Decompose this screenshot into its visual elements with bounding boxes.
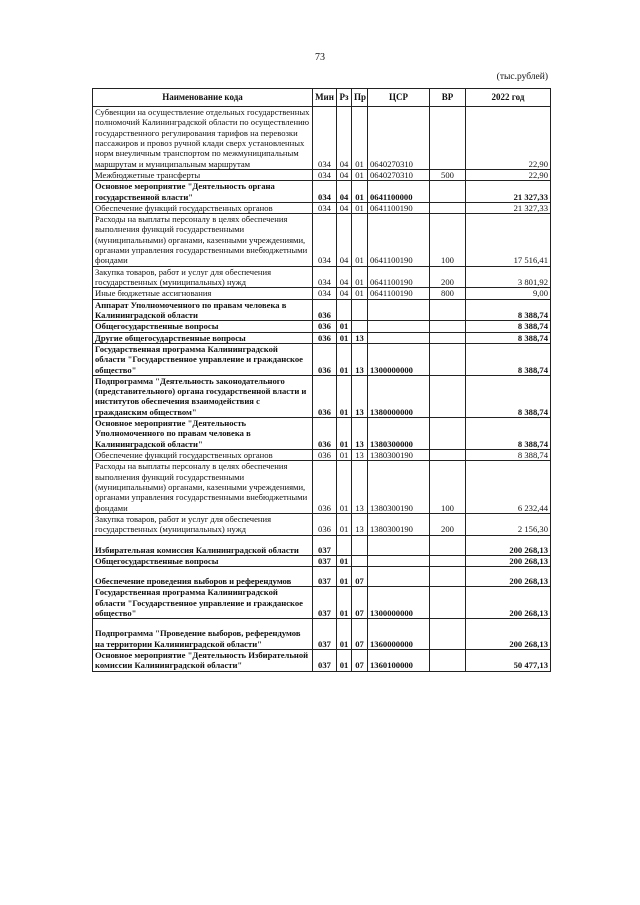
header-year: 2022 год bbox=[466, 89, 551, 107]
table-row bbox=[93, 375, 551, 417]
cell-csr: 0641100190 bbox=[368, 214, 430, 267]
cell-rz bbox=[337, 535, 352, 555]
cell-min: 034 bbox=[313, 288, 337, 299]
cell-vr bbox=[430, 450, 466, 461]
table-row bbox=[93, 461, 551, 514]
cell-rz: 04 bbox=[337, 169, 352, 180]
cell-rz: 01 bbox=[337, 332, 352, 343]
cell-name: Обеспечение функций государственных органов bbox=[93, 450, 313, 461]
cell-vr: 100 bbox=[430, 461, 466, 514]
cell-name: Подпрограмма "Деятельность законодательного (представительного) органа государственной власти и институтов обеспечения взаимодействия с гражданским обществом" bbox=[93, 375, 313, 417]
header-row bbox=[93, 89, 551, 107]
cell-name: Общегосударственные вопросы bbox=[93, 555, 313, 566]
cell-amount: 50 477,13 bbox=[466, 650, 551, 672]
budget-table bbox=[92, 88, 551, 672]
cell-vr bbox=[430, 375, 466, 417]
cell-min: 036 bbox=[313, 375, 337, 417]
cell-min: 037 bbox=[313, 619, 337, 650]
cell-rz: 01 bbox=[337, 418, 352, 450]
table-row bbox=[93, 619, 551, 650]
cell-rz: 01 bbox=[337, 555, 352, 566]
cell-pr bbox=[352, 299, 368, 321]
cell-pr: 13 bbox=[352, 461, 368, 514]
cell-amount: 8 388,74 bbox=[466, 332, 551, 343]
cell-vr bbox=[430, 650, 466, 672]
cell-pr bbox=[352, 535, 368, 555]
cell-amount: 3 801,92 bbox=[466, 266, 551, 288]
cell-amount: 8 388,74 bbox=[466, 418, 551, 450]
header-name: Наименование кода bbox=[93, 89, 313, 107]
cell-name: Расходы на выплаты персоналу в целях обеспечения выполнения функций государственными (муниципальными) органами, казенными учреждениями, органами управления государственными внебюджетными фондами bbox=[93, 214, 313, 267]
table-row bbox=[93, 650, 551, 672]
cell-vr bbox=[430, 321, 466, 332]
cell-vr bbox=[430, 299, 466, 321]
header-vr: ВР bbox=[430, 89, 466, 107]
cell-min: 034 bbox=[313, 214, 337, 267]
cell-min: 036 bbox=[313, 321, 337, 332]
cell-name: Общегосударственные вопросы bbox=[93, 321, 313, 332]
cell-pr: 13 bbox=[352, 513, 368, 535]
cell-csr bbox=[368, 299, 430, 321]
cell-csr: 0640270310 bbox=[368, 169, 430, 180]
cell-min: 036 bbox=[313, 461, 337, 514]
cell-rz: 01 bbox=[337, 650, 352, 672]
cell-vr: 200 bbox=[430, 266, 466, 288]
cell-name: Государственная программа Калининградской области "Государственное управление и гражданское общество" bbox=[93, 343, 313, 375]
cell-rz: 01 bbox=[337, 450, 352, 461]
cell-amount: 22,90 bbox=[466, 107, 551, 170]
cell-min: 034 bbox=[313, 169, 337, 180]
table-row bbox=[93, 321, 551, 332]
table-row bbox=[93, 214, 551, 267]
cell-amount: 200 268,13 bbox=[466, 567, 551, 587]
cell-pr bbox=[352, 321, 368, 332]
cell-pr bbox=[352, 555, 368, 566]
cell-rz bbox=[337, 299, 352, 321]
table-row bbox=[93, 567, 551, 587]
cell-csr bbox=[368, 567, 430, 587]
cell-amount: 200 268,13 bbox=[466, 555, 551, 566]
cell-csr bbox=[368, 321, 430, 332]
cell-amount: 200 268,13 bbox=[466, 535, 551, 555]
cell-min: 037 bbox=[313, 535, 337, 555]
cell-min: 037 bbox=[313, 650, 337, 672]
cell-rz: 04 bbox=[337, 266, 352, 288]
cell-vr bbox=[430, 107, 466, 170]
cell-csr: 0641100000 bbox=[368, 181, 430, 203]
table-row bbox=[93, 418, 551, 450]
cell-amount: 2 156,30 bbox=[466, 513, 551, 535]
cell-min: 036 bbox=[313, 299, 337, 321]
cell-pr: 01 bbox=[352, 202, 368, 213]
cell-rz: 01 bbox=[337, 321, 352, 332]
cell-rz: 04 bbox=[337, 107, 352, 170]
cell-pr: 13 bbox=[352, 418, 368, 450]
cell-amount: 8 388,74 bbox=[466, 343, 551, 375]
table-row bbox=[93, 181, 551, 203]
cell-vr bbox=[430, 535, 466, 555]
cell-rz: 01 bbox=[337, 513, 352, 535]
cell-pr: 13 bbox=[352, 375, 368, 417]
cell-name: Другие общегосударственные вопросы bbox=[93, 332, 313, 343]
cell-min: 036 bbox=[313, 343, 337, 375]
cell-vr: 500 bbox=[430, 169, 466, 180]
cell-amount: 8 388,74 bbox=[466, 321, 551, 332]
cell-name: Государственная программа Калининградской области "Государственное управление и гражданское общество" bbox=[93, 587, 313, 619]
cell-csr: 1360100000 bbox=[368, 650, 430, 672]
cell-amount: 8 388,74 bbox=[466, 375, 551, 417]
cell-csr: 1380300190 bbox=[368, 450, 430, 461]
cell-pr: 07 bbox=[352, 650, 368, 672]
cell-name: Аппарат Уполномоченного по правам человека в Калининградской области bbox=[93, 299, 313, 321]
cell-csr: 0641100190 bbox=[368, 288, 430, 299]
cell-csr bbox=[368, 535, 430, 555]
cell-amount: 200 268,13 bbox=[466, 587, 551, 619]
cell-min: 034 bbox=[313, 181, 337, 203]
table-row bbox=[93, 343, 551, 375]
units-label: (тыс.рублей) bbox=[496, 72, 548, 82]
cell-pr: 01 bbox=[352, 266, 368, 288]
cell-pr: 01 bbox=[352, 181, 368, 203]
cell-pr: 07 bbox=[352, 619, 368, 650]
cell-vr bbox=[430, 619, 466, 650]
cell-amount: 21 327,33 bbox=[466, 181, 551, 203]
cell-csr: 1360000000 bbox=[368, 619, 430, 650]
table-row bbox=[93, 107, 551, 170]
table-row bbox=[93, 299, 551, 321]
header-pr: Пр bbox=[352, 89, 368, 107]
cell-vr bbox=[430, 202, 466, 213]
cell-name: Расходы на выплаты персоналу в целях обеспечения выполнения функций государственными (муниципальными) органами, казенными учреждениями, органами управления государственными внебюджетными фондами bbox=[93, 461, 313, 514]
table-row bbox=[93, 535, 551, 555]
cell-csr: 0641100190 bbox=[368, 266, 430, 288]
cell-min: 034 bbox=[313, 107, 337, 170]
cell-csr bbox=[368, 332, 430, 343]
cell-csr: 1300000000 bbox=[368, 343, 430, 375]
cell-csr: 1380000000 bbox=[368, 375, 430, 417]
cell-name: Обеспечение функций государственных органов bbox=[93, 202, 313, 213]
cell-vr bbox=[430, 567, 466, 587]
cell-name: Основное мероприятие "Деятельность Избирательной комиссии Калининградской области" bbox=[93, 650, 313, 672]
cell-vr bbox=[430, 555, 466, 566]
header-min: Мин bbox=[313, 89, 337, 107]
cell-min: 036 bbox=[313, 418, 337, 450]
cell-name: Обеспечение проведения выборов и референдумов bbox=[93, 567, 313, 587]
cell-rz: 04 bbox=[337, 181, 352, 203]
cell-vr bbox=[430, 418, 466, 450]
cell-pr: 01 bbox=[352, 169, 368, 180]
cell-pr: 01 bbox=[352, 107, 368, 170]
cell-vr bbox=[430, 587, 466, 619]
cell-rz: 01 bbox=[337, 375, 352, 417]
table-row bbox=[93, 202, 551, 213]
cell-csr: 1380300190 bbox=[368, 513, 430, 535]
cell-name: Межбюджетные трансферты bbox=[93, 169, 313, 180]
cell-rz: 01 bbox=[337, 461, 352, 514]
cell-pr: 07 bbox=[352, 587, 368, 619]
cell-min: 037 bbox=[313, 567, 337, 587]
table-row bbox=[93, 169, 551, 180]
cell-vr: 800 bbox=[430, 288, 466, 299]
cell-amount: 8 388,74 bbox=[466, 299, 551, 321]
cell-pr: 13 bbox=[352, 450, 368, 461]
cell-amount: 9,00 bbox=[466, 288, 551, 299]
cell-name: Закупка товаров, работ и услуг для обеспечения государственных (муниципальных) нужд bbox=[93, 266, 313, 288]
cell-min: 036 bbox=[313, 332, 337, 343]
table-row bbox=[93, 513, 551, 535]
cell-rz: 04 bbox=[337, 202, 352, 213]
cell-vr bbox=[430, 343, 466, 375]
cell-rz: 04 bbox=[337, 214, 352, 267]
cell-csr: 1300000000 bbox=[368, 587, 430, 619]
cell-rz: 01 bbox=[337, 619, 352, 650]
cell-csr: 0640270310 bbox=[368, 107, 430, 170]
cell-name: Закупка товаров, работ и услуг для обеспечения государственных (муниципальных) нужд bbox=[93, 513, 313, 535]
table-row bbox=[93, 587, 551, 619]
cell-amount: 21 327,33 bbox=[466, 202, 551, 213]
cell-amount: 8 388,74 bbox=[466, 450, 551, 461]
cell-rz: 01 bbox=[337, 343, 352, 375]
table-row bbox=[93, 332, 551, 343]
table-row bbox=[93, 288, 551, 299]
cell-min: 034 bbox=[313, 202, 337, 213]
cell-pr: 13 bbox=[352, 343, 368, 375]
header-csr: ЦСР bbox=[368, 89, 430, 107]
cell-name: Субвенции на осуществление отдельных государственных полномочий Калининградской области по осуществлению государственного регулирования тарифов на перевозки пассажиров и провоз ручной клади сверх установленных норм внеуличным транспортом по межмуниципальным маршрутам и муниципальным маршрутам bbox=[93, 107, 313, 170]
cell-rz: 01 bbox=[337, 587, 352, 619]
table-row bbox=[93, 450, 551, 461]
cell-vr: 200 bbox=[430, 513, 466, 535]
cell-min: 034 bbox=[313, 266, 337, 288]
table-row bbox=[93, 266, 551, 288]
cell-csr: 1380300000 bbox=[368, 418, 430, 450]
cell-min: 037 bbox=[313, 555, 337, 566]
cell-rz: 04 bbox=[337, 288, 352, 299]
cell-name: Иные бюджетные ассигнования bbox=[93, 288, 313, 299]
cell-pr: 13 bbox=[352, 332, 368, 343]
cell-csr: 1380300190 bbox=[368, 461, 430, 514]
cell-min: 036 bbox=[313, 450, 337, 461]
cell-name: Избирательная комиссия Калининградской области bbox=[93, 535, 313, 555]
cell-csr: 0641100190 bbox=[368, 202, 430, 213]
cell-min: 037 bbox=[313, 587, 337, 619]
cell-pr: 01 bbox=[352, 214, 368, 267]
header-rz: Рз bbox=[337, 89, 352, 107]
page-number: 73 bbox=[315, 52, 325, 63]
cell-name: Основное мероприятие "Деятельность органа государственной власти" bbox=[93, 181, 313, 203]
cell-amount: 22,90 bbox=[466, 169, 551, 180]
cell-amount: 200 268,13 bbox=[466, 619, 551, 650]
cell-pr: 07 bbox=[352, 567, 368, 587]
cell-name: Подпрограмма "Проведение выборов, референдумов на территории Калининградской области" bbox=[93, 619, 313, 650]
cell-name: Основное мероприятие "Деятельность Уполномоченного по правам человека в Калининградской области" bbox=[93, 418, 313, 450]
cell-amount: 17 516,41 bbox=[466, 214, 551, 267]
table-row bbox=[93, 555, 551, 566]
cell-amount: 6 232,44 bbox=[466, 461, 551, 514]
cell-pr: 01 bbox=[352, 288, 368, 299]
cell-vr bbox=[430, 332, 466, 343]
cell-rz: 01 bbox=[337, 567, 352, 587]
cell-min: 036 bbox=[313, 513, 337, 535]
cell-vr: 100 bbox=[430, 214, 466, 267]
cell-csr bbox=[368, 555, 430, 566]
cell-vr bbox=[430, 181, 466, 203]
